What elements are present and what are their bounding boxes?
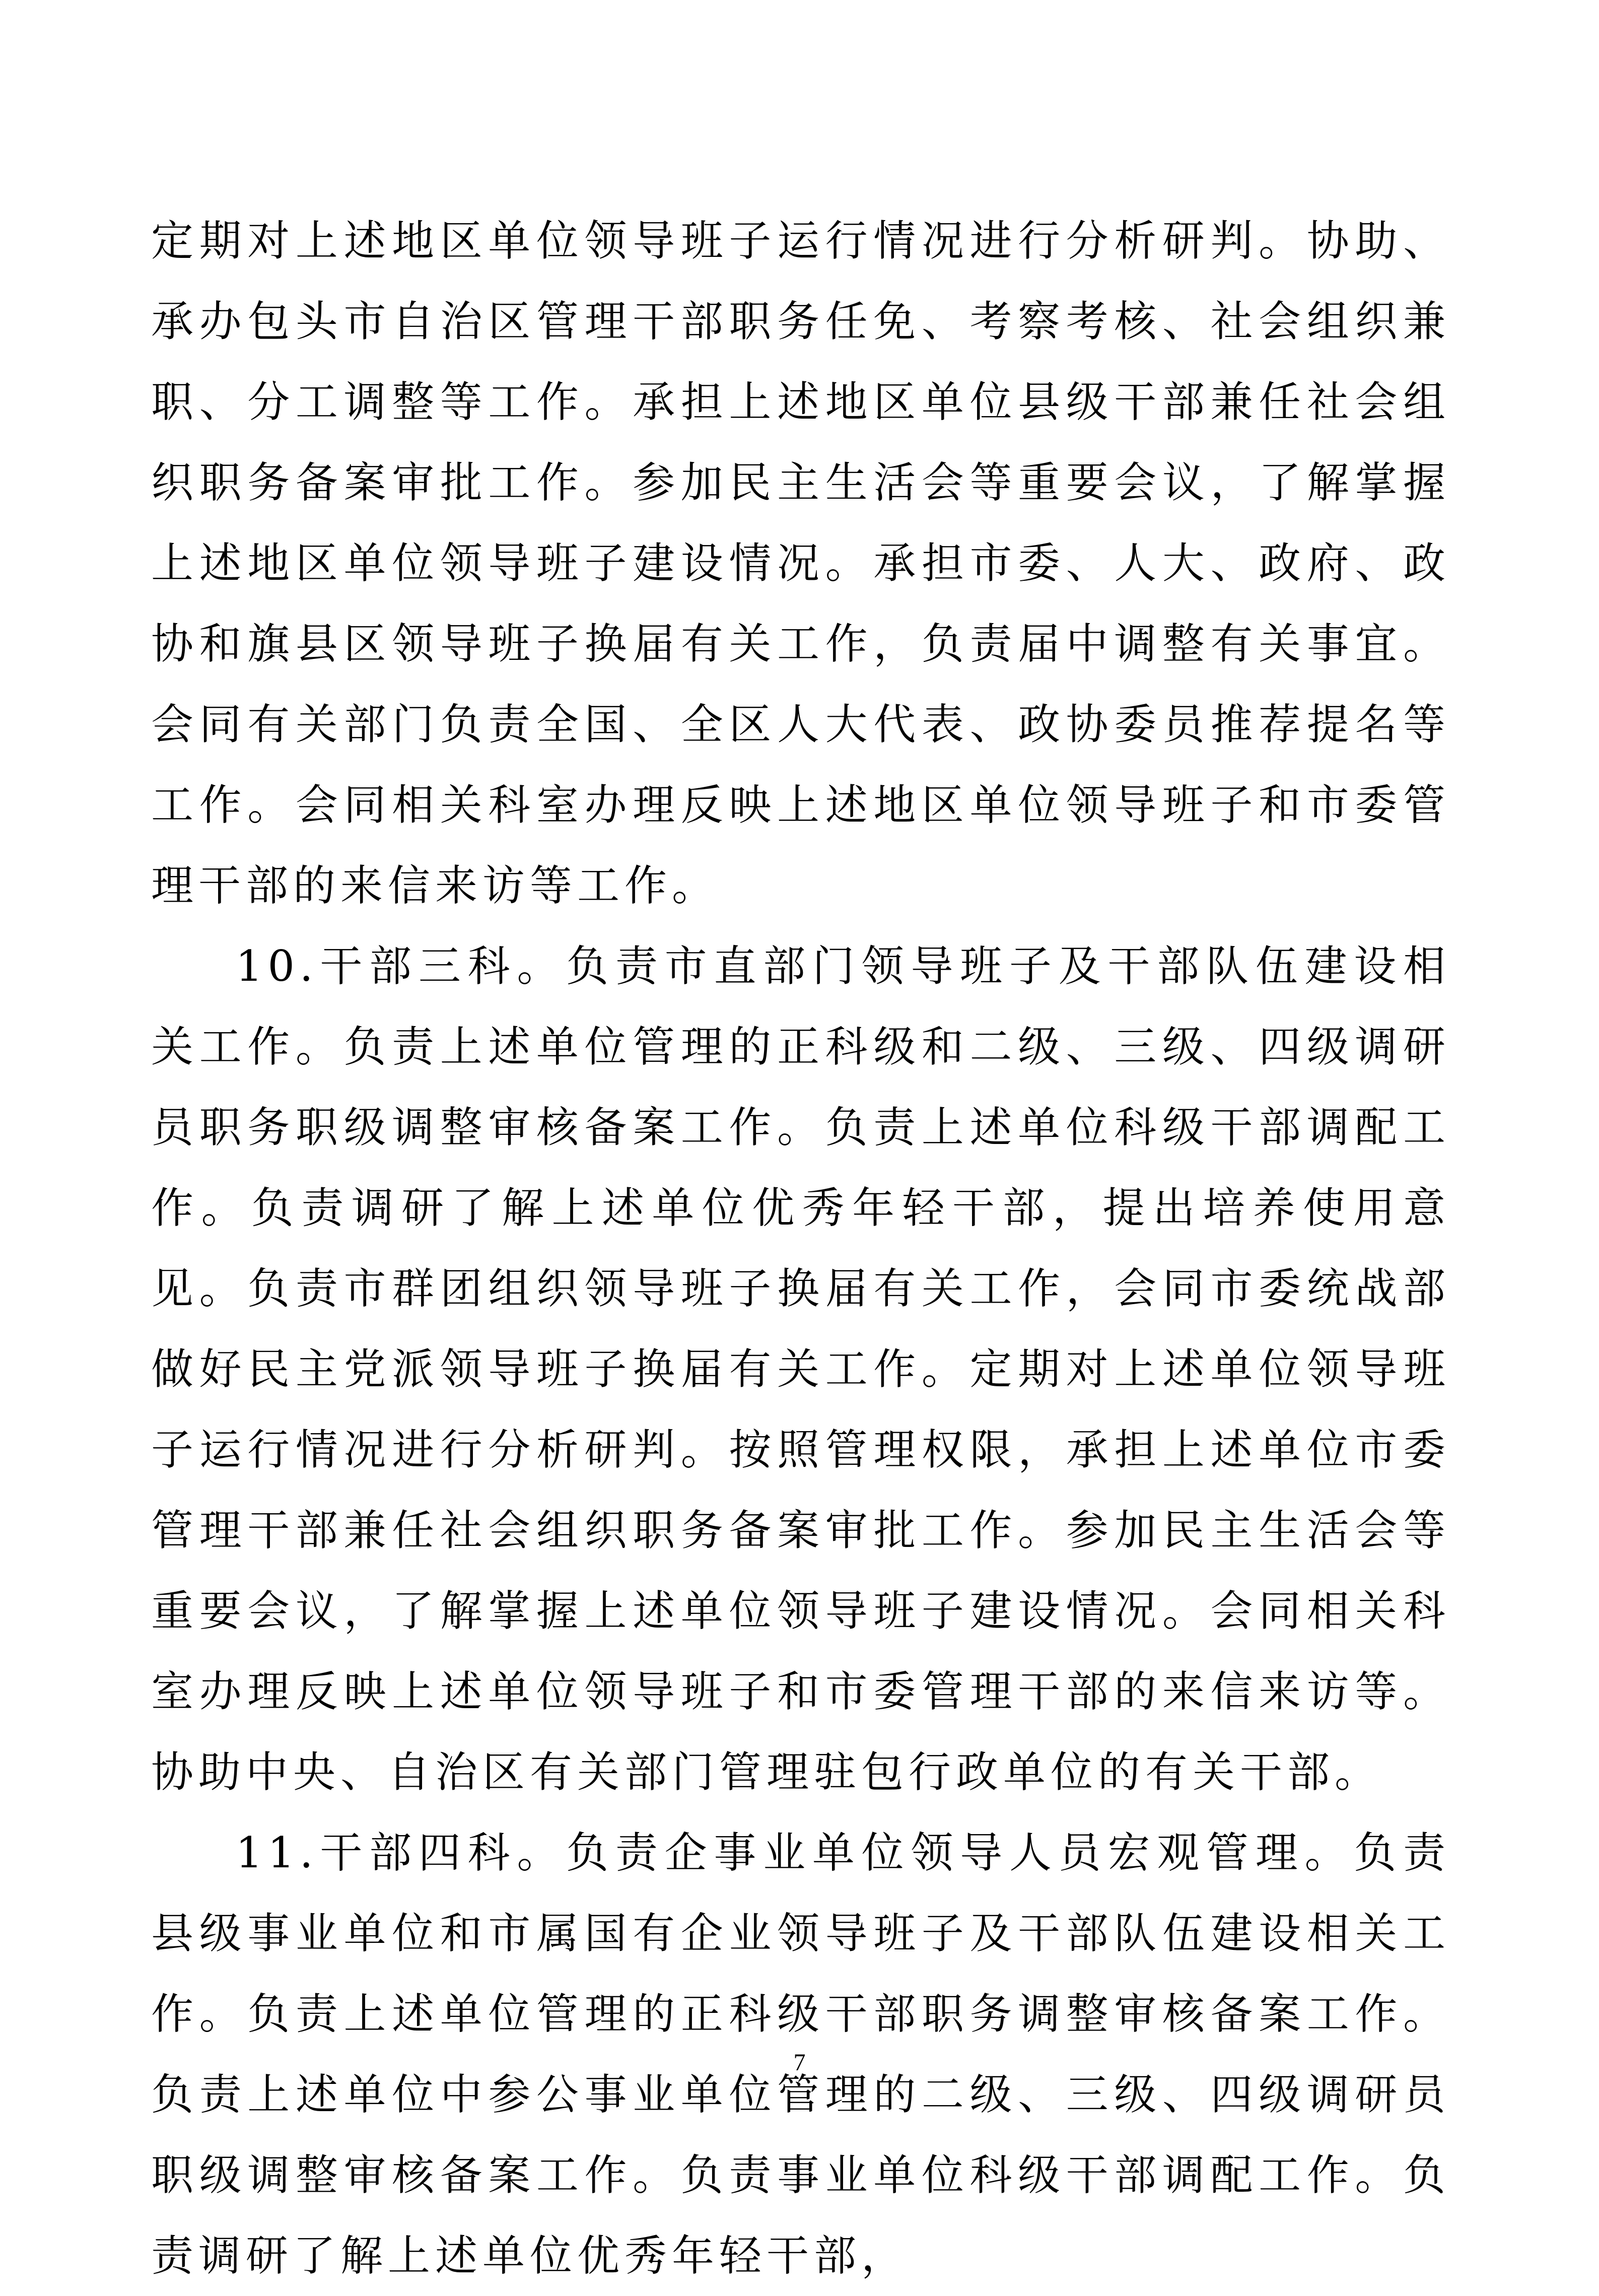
page-number: 7 <box>793 2049 806 2076</box>
paragraph-section-11: 11.干部四科。负责企事业单位领导人员宏观管理。负责县级事业单位和市属国有企业领导班子及干部队伍建设相关工作。负责上述单位管理的正科级干部职务调整审核备案工作。负责上述单位中参公事业单位管理的二级、三级、四级调研员职级调整审核备案工作。负责事业单位科级干部调配工作。负责调研了解上述单位优秀年轻干部， <box>151 1828 1450 2280</box>
paragraph-continuation: 定期对上述地区单位领导班子运行情况进行分析研判。协助、承办包头市自治区管理干部职务任免、考察考核、社会组织兼职、分工调整等工作。承担上述地区单位县级干部兼任社会组织职务备案审批工作。参加民主生活会等重要会议，了解掌握上述地区单位领导班子建设情况。承担市委、人大、政府、政协和旗县区领导班子换届有关工作，负责届中调整有关事宜。会同有关部门负责全国、全区人大代表、政协委员推荐提名等工作。会同相关科室办理反映上述地区单位领导班子和市委管理干部的来信来访等工作。 <box>151 216 1450 910</box>
paragraph-section-10: 10.干部三科。负责市直部门领导班子及干部队伍建设相关工作。负责上述单位管理的正科级和二级、三级、四级调研员职务职级调整审核备案工作。负责上述单位科级干部调配工作。负责调研了解上述单位优秀年轻干部，提出培养使用意见。负责市群团组织领导班子换届有关工作，会同市委统战部做好民主党派领导班子换届有关工作。定期对上述单位领导班子运行情况进行分析研判。按照管理权限，承担上述单位市委管理干部兼任社会组织职务备案审批工作。参加民主生活会等重要会议，了解掌握上述单位领导班子建设情况。会同相关科室办理反映上述单位领导班子和市委管理干部的来信来访等。协助中央、自治区有关部门管理驻包行政单位的有关干部。 <box>151 941 1450 1797</box>
body-text <box>151 200 1450 2296</box>
